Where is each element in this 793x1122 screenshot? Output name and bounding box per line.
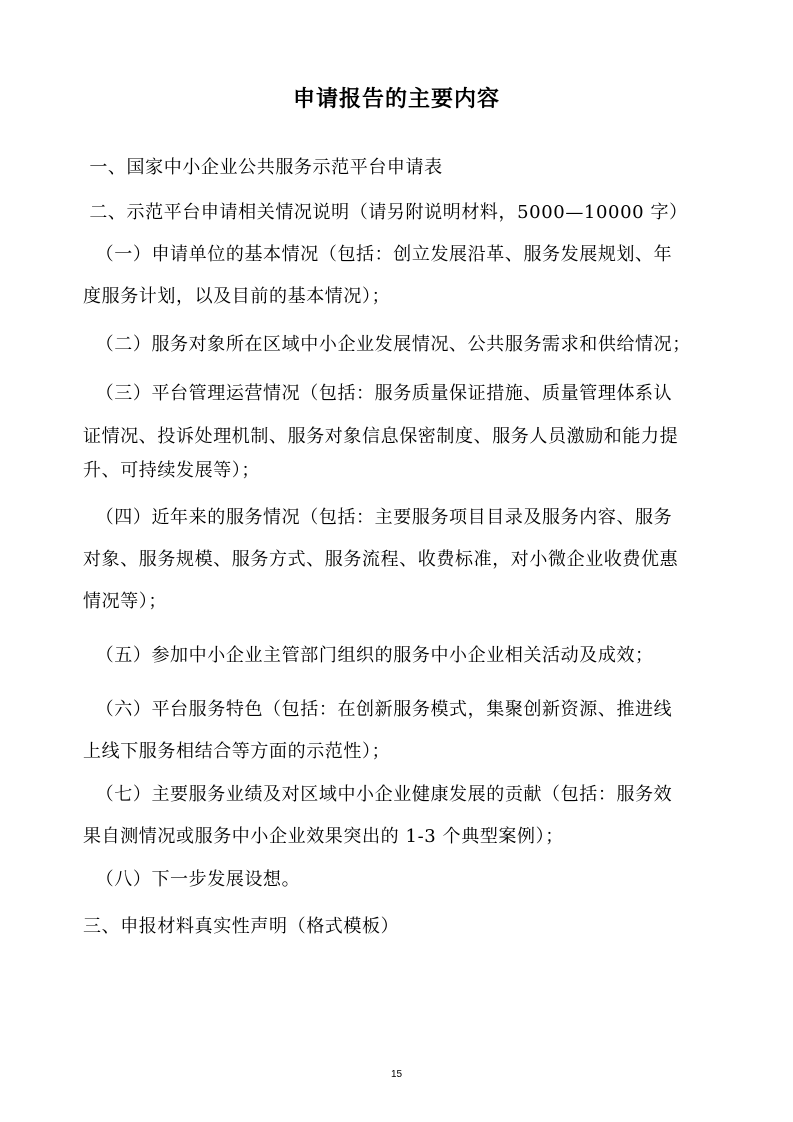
text-line: 果自测情况或服务中小企业效果突出的 1-3 个典型案例）； <box>83 826 564 847</box>
text-line: （八）下一步发展设想。 <box>83 869 301 890</box>
text-line: 升、可持续发展等）； <box>83 460 260 481</box>
text-line: 度服务计划，以及目前的基本情况）； <box>83 286 391 307</box>
page-number: 15 <box>390 1069 403 1080</box>
text-line: 一、国家中小企业公共服务示范平台申请表 <box>83 157 443 178</box>
text-line: （二）服务对象所在区域中小企业发展情况、公共服务需求和供给情况； <box>83 334 691 355</box>
text-line: （三）平台管理运营情况（包括：服务质量保证措施、质量管理体系认 <box>83 383 673 404</box>
text-line: （五）参加中小企业主管部门组织的服务中小企业相关活动及成效； <box>83 645 654 666</box>
text-line: 对象、服务规模、服务方式、服务流程、收费标准，对小微企业收费优惠 <box>83 549 679 570</box>
text-line: （七）主要服务业绩及对区域中小企业健康发展的贡献（包括：服务效 <box>83 784 673 805</box>
text-line: 三、申报材料真实性声明（格式模板） <box>83 916 400 937</box>
text-line: （六）平台服务特色（包括：在创新服务模式，集聚创新资源、推进线 <box>83 699 673 720</box>
text-line: 上线下服务相结合等方面的示范性）； <box>83 741 391 762</box>
text-line: （一）申请单位的基本情况（包括：创立发展沿革、服务发展规划、年 <box>83 244 673 265</box>
text-line: 情况等）； <box>83 591 167 612</box>
page-title: 申请报告的主要内容 <box>292 87 500 112</box>
text-line: （四）近年来的服务情况（包括：主要服务项目目录及服务内容、服务 <box>83 507 673 528</box>
text-line: 二、示范平台申请相关情况说明（请另附说明材料，5000—10000 字） <box>83 202 688 223</box>
text-line: 证情况、投诉处理机制、服务对象信息保密制度、服务人员激励和能力提 <box>83 426 679 447</box>
